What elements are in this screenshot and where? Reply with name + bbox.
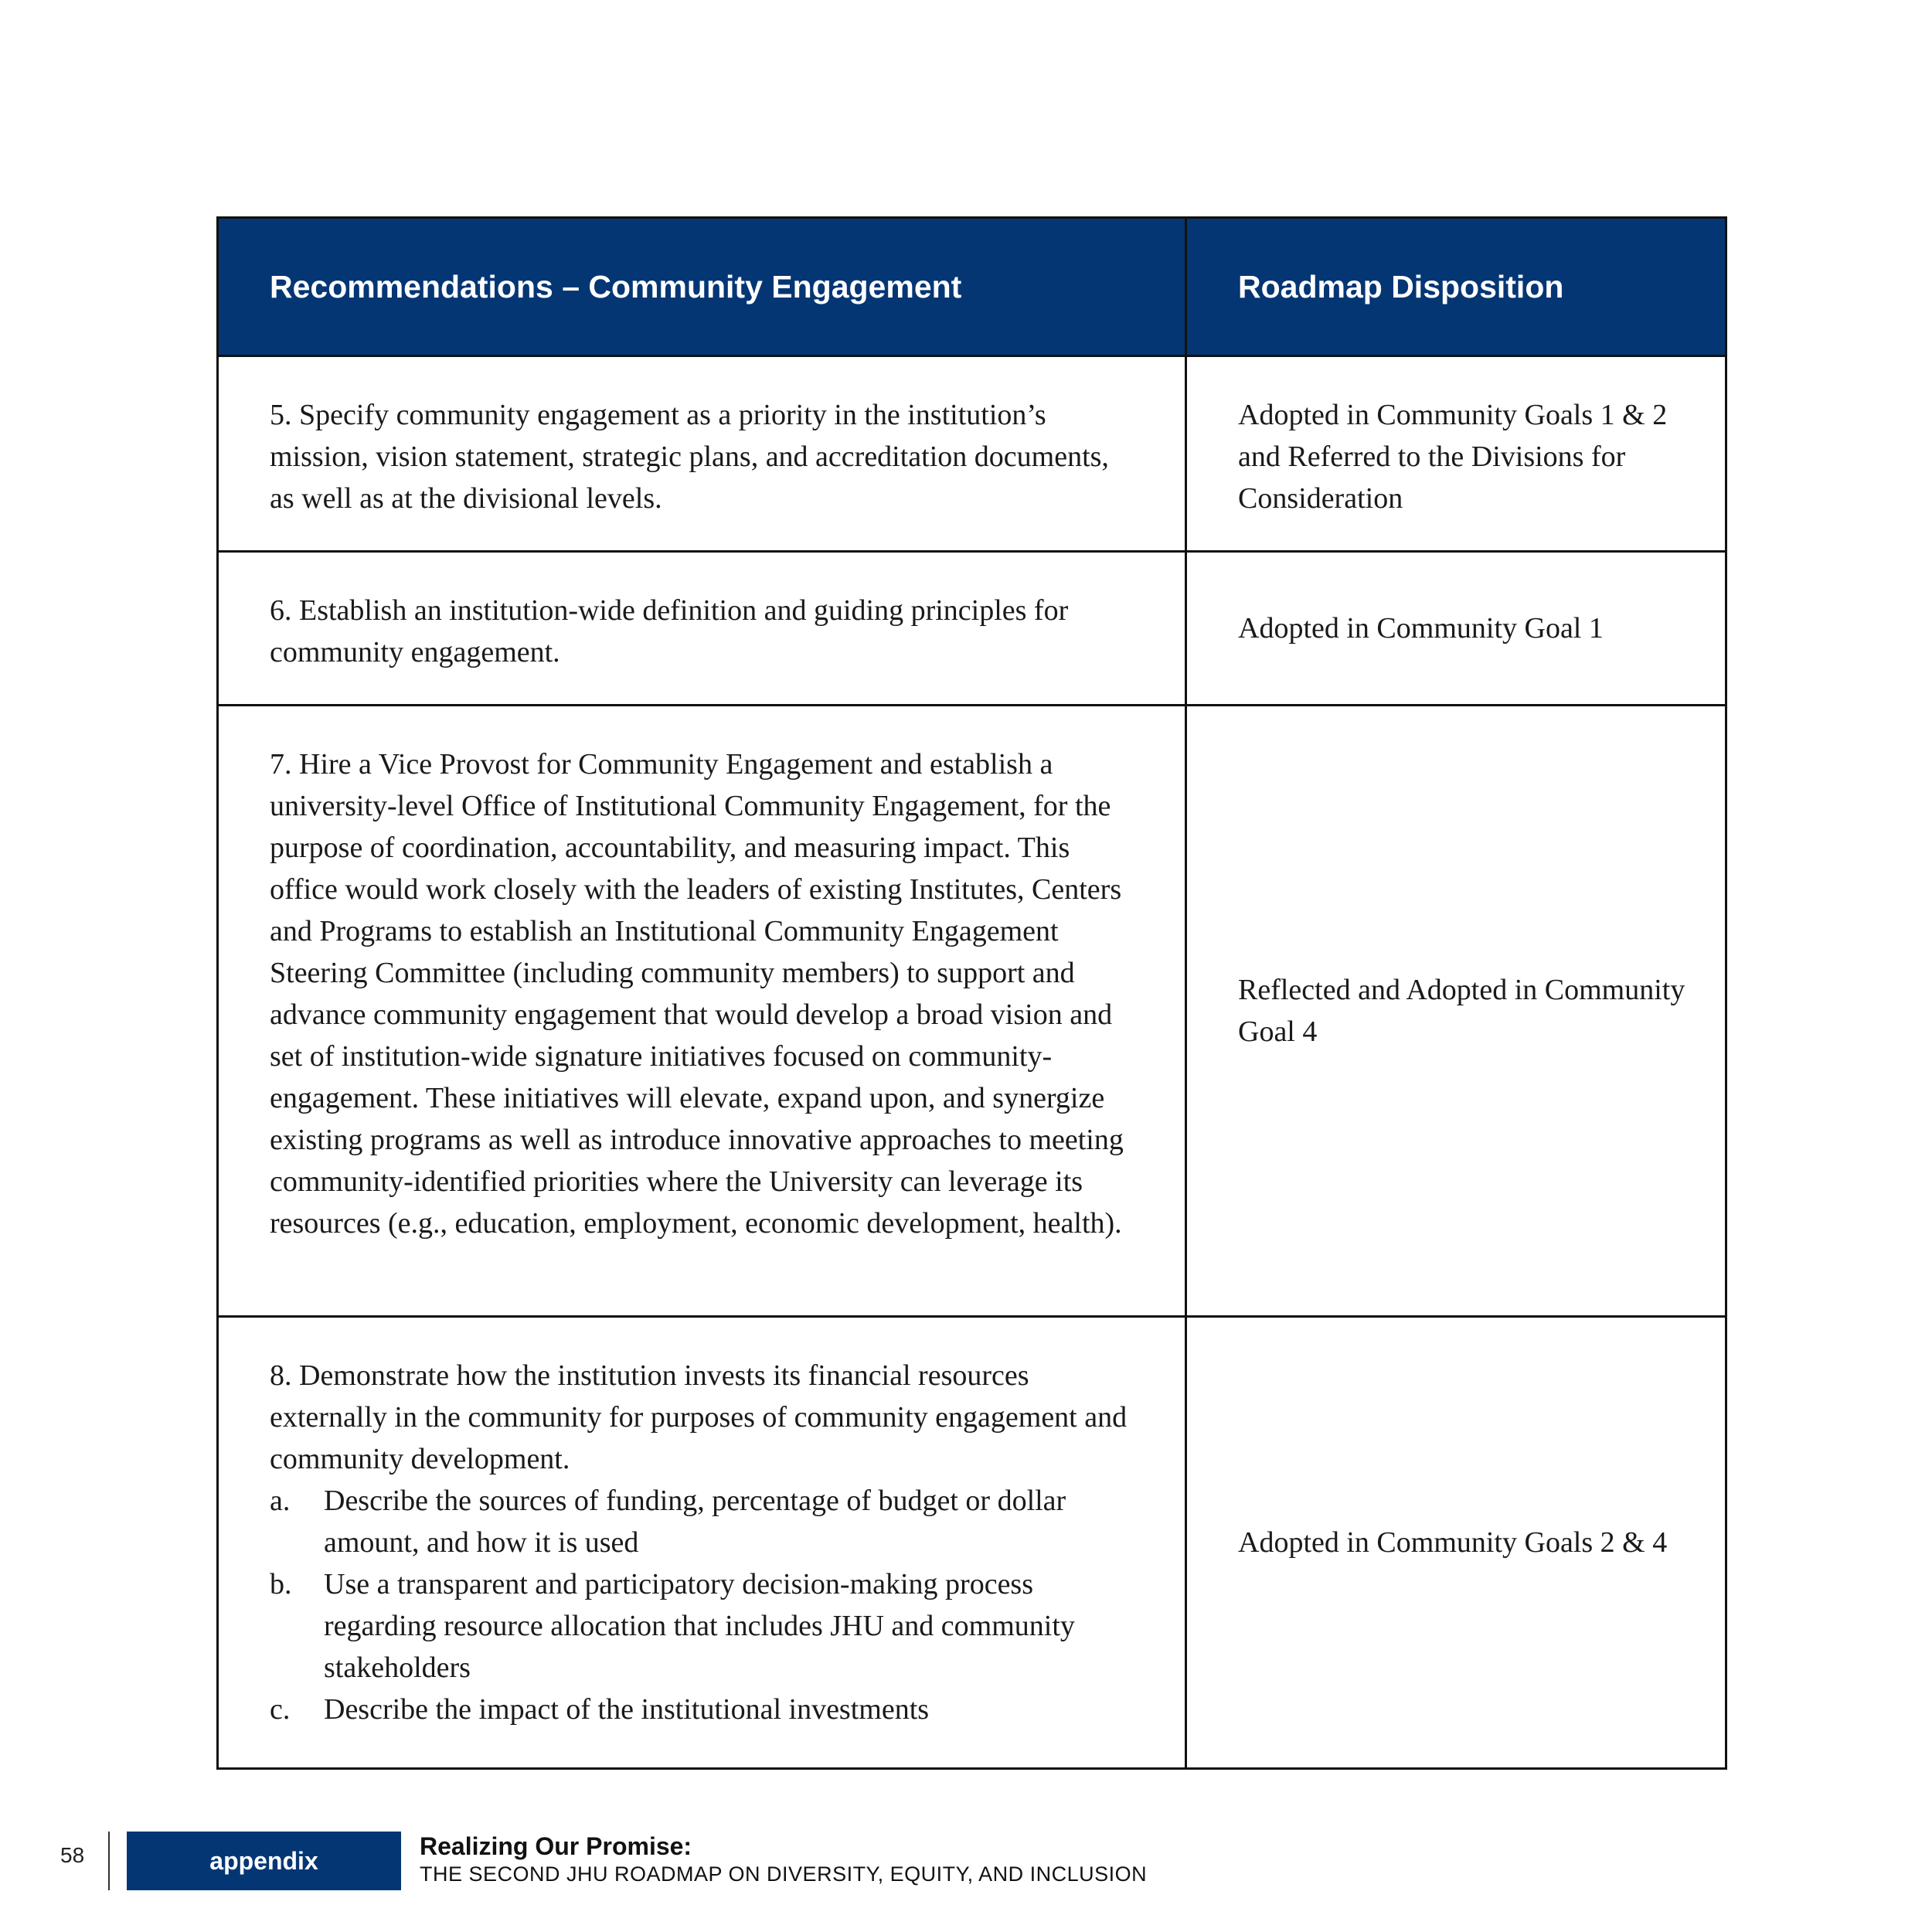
recommendations-table [216, 216, 1727, 1770]
table-row [218, 706, 1726, 1317]
recommendation-cell: 7. Hire a Vice Provost for Community Engagement and establish a university-level Office of Institutional Community Engagement, for the purpose of coordination, accountability, and measuring impact. This office would work closely with the leaders of existing Institutes, Centers and Programs to establish an Institutional Community Engagement Steering Committee (including community members) to support and advance community engagement that would develop a broad vision and set of institution-wide signature initiatives focused on community-engagement. These initiatives will elevate, expand upon, and synergize existing programs as well as introduce innovative approaches to meeting community-identified priorities where the University can leverage its resources (e.g., education, employment, economic development, health). [218, 706, 1186, 1317]
list-marker: c. [270, 1693, 291, 1726]
table-row [218, 552, 1726, 706]
disposition-cell: Reflected and Adopted in Community Goal 4 [1186, 706, 1726, 1317]
column-header-disposition: Roadmap Disposition [1186, 218, 1726, 356]
table-row [218, 1317, 1726, 1769]
list-item [270, 1563, 1138, 1689]
page-number: 58 [60, 1843, 85, 1867]
column-header-recommendations: Recommendations – Community Engagement [218, 218, 1186, 356]
document-title-main: Realizing Our Promise: [420, 1832, 692, 1860]
list-item-text: Describe the impact of the institutional investments [324, 1693, 930, 1726]
list-marker: a. [270, 1485, 291, 1517]
list-marker: b. [270, 1568, 292, 1600]
section-badge: appendix [127, 1832, 401, 1890]
document-subtitle: THE SECOND JHU ROADMAP ON DIVERSITY, EQUITY, AND INCLUSION [420, 1862, 1148, 1886]
recommendation-text: 8. Demonstrate how the institution invests its financial resources externally in the community for purposes of community engagement and community development. [270, 1359, 1128, 1475]
list-item-text: Use a transparent and participatory decision-making process regarding resource allocation that includes JHU and community stakeholders [324, 1568, 1075, 1684]
list-item [270, 1480, 1138, 1563]
table-row [218, 356, 1726, 552]
recommendation-cell: 5. Specify community engagement as a priority in the institution’s mission, vision statement, strategic plans, and accreditation documents, as well as at the divisional levels. [218, 356, 1186, 552]
recommendation-cell: 6. Establish an institution-wide definition and guiding principles for community engagement. [218, 552, 1186, 706]
list-item [270, 1689, 1138, 1730]
recommendation-cell [218, 1317, 1186, 1769]
disposition-cell: Adopted in Community Goals 1 & 2 and Referred to the Divisions for Consideration [1186, 356, 1726, 552]
footer-divider [108, 1832, 110, 1890]
list-item-text: Describe the sources of funding, percentage of budget or dollar amount, and how it is used [324, 1485, 1066, 1559]
disposition-cell: Adopted in Community Goals 2 & 4 [1186, 1317, 1726, 1769]
document-title [420, 1832, 1147, 1887]
sub-item-list [270, 1480, 1138, 1730]
disposition-cell: Adopted in Community Goal 1 [1186, 552, 1726, 706]
table-header-row [218, 218, 1726, 356]
